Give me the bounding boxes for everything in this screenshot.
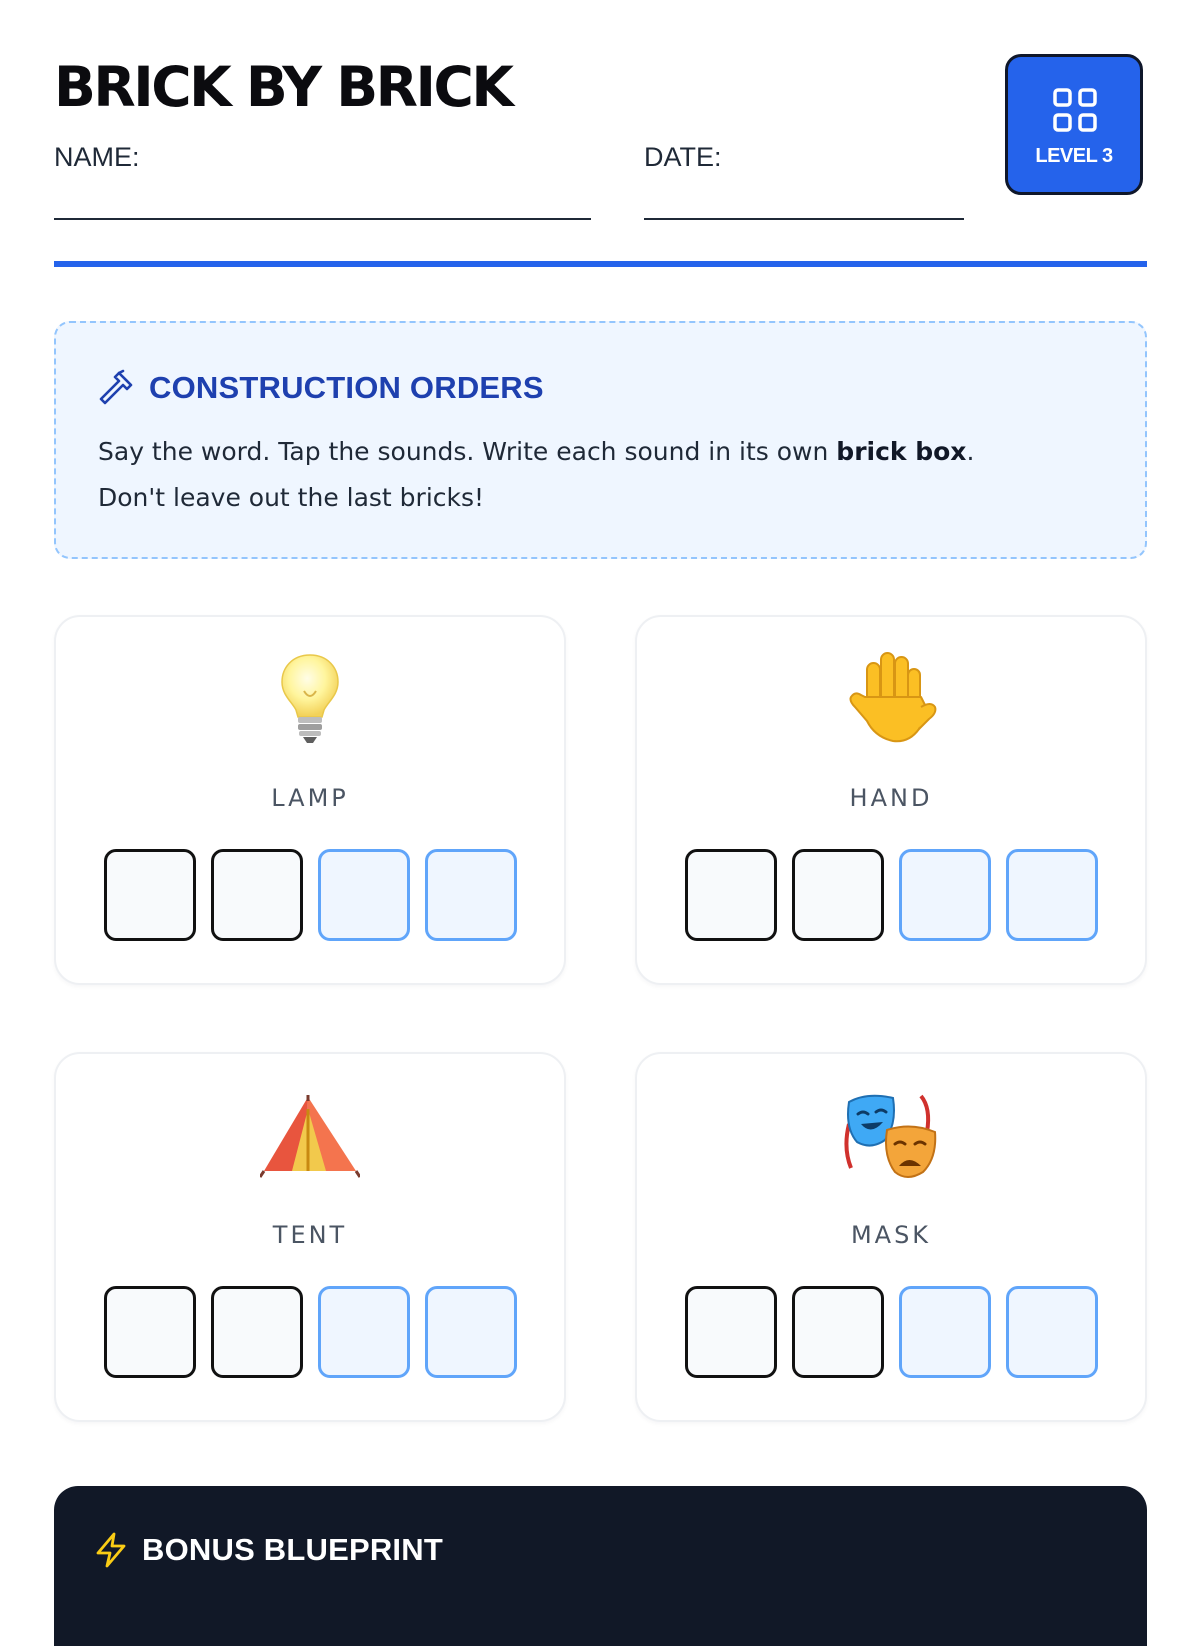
bonus-blueprint-panel <box>54 1486 1147 1646</box>
name-write-line[interactable] <box>54 218 591 220</box>
sound-box-2[interactable] <box>211 1286 303 1378</box>
sound-boxes <box>685 1286 1098 1378</box>
sound-box-2[interactable] <box>792 1286 884 1378</box>
level-label: LEVEL 3 <box>1035 145 1113 167</box>
theater-masks-icon <box>637 1086 1145 1186</box>
level-badge <box>1005 54 1143 195</box>
sound-box-4[interactable] <box>1006 1286 1098 1378</box>
header-divider <box>54 261 1147 267</box>
grid-icon <box>1052 87 1098 133</box>
construction-orders-text <box>98 429 1098 521</box>
word-label: TENT <box>272 1221 348 1249</box>
hand-icon <box>637 649 1145 749</box>
instruction-line-1: Say the word. Tap the sounds. Write each sound in its own brick box. <box>98 437 975 466</box>
sound-boxes <box>685 849 1098 941</box>
word-label: HAND <box>849 784 933 812</box>
sound-box-4[interactable] <box>425 849 517 941</box>
sound-box-3[interactable] <box>899 1286 991 1378</box>
sound-box-3[interactable] <box>318 1286 410 1378</box>
sound-box-1[interactable] <box>685 849 777 941</box>
construction-orders-heading <box>97 369 544 407</box>
sound-box-1[interactable] <box>104 849 196 941</box>
date-field[interactable] <box>644 141 964 173</box>
date-write-line[interactable] <box>644 218 964 220</box>
sound-box-2[interactable] <box>792 849 884 941</box>
instruction-line-2: Don't leave out the last bricks! <box>98 483 485 512</box>
worksheet-page <box>54 0 1147 1600</box>
hammer-icon <box>97 369 135 407</box>
construction-orders-title: CONSTRUCTION ORDERS <box>149 370 544 405</box>
sound-box-2[interactable] <box>211 849 303 941</box>
word-label: LAMP <box>271 784 349 812</box>
lightning-icon <box>95 1532 127 1568</box>
word-card-mask <box>635 1052 1147 1422</box>
sound-box-1[interactable] <box>685 1286 777 1378</box>
name-label: NAME: <box>54 142 140 172</box>
construction-orders-panel <box>54 321 1147 559</box>
bonus-blueprint-title: BONUS BLUEPRINT <box>142 1532 443 1567</box>
date-label: DATE: <box>644 142 722 172</box>
sound-box-3[interactable] <box>899 849 991 941</box>
page-title: BRICK BY BRICK <box>54 55 512 119</box>
sound-boxes <box>104 849 517 941</box>
sound-box-3[interactable] <box>318 849 410 941</box>
brick-box-emphasis: brick box <box>836 437 967 466</box>
tent-icon <box>56 1086 564 1186</box>
bonus-blueprint-heading <box>95 1532 443 1568</box>
sound-boxes <box>104 1286 517 1378</box>
lightbulb-icon <box>56 649 564 749</box>
sound-box-4[interactable] <box>425 1286 517 1378</box>
word-card-lamp <box>54 615 566 985</box>
word-label: MASK <box>850 1221 932 1249</box>
sound-box-4[interactable] <box>1006 849 1098 941</box>
sound-box-1[interactable] <box>104 1286 196 1378</box>
word-card-hand <box>635 615 1147 985</box>
word-card-tent <box>54 1052 566 1422</box>
name-field[interactable] <box>54 141 591 173</box>
